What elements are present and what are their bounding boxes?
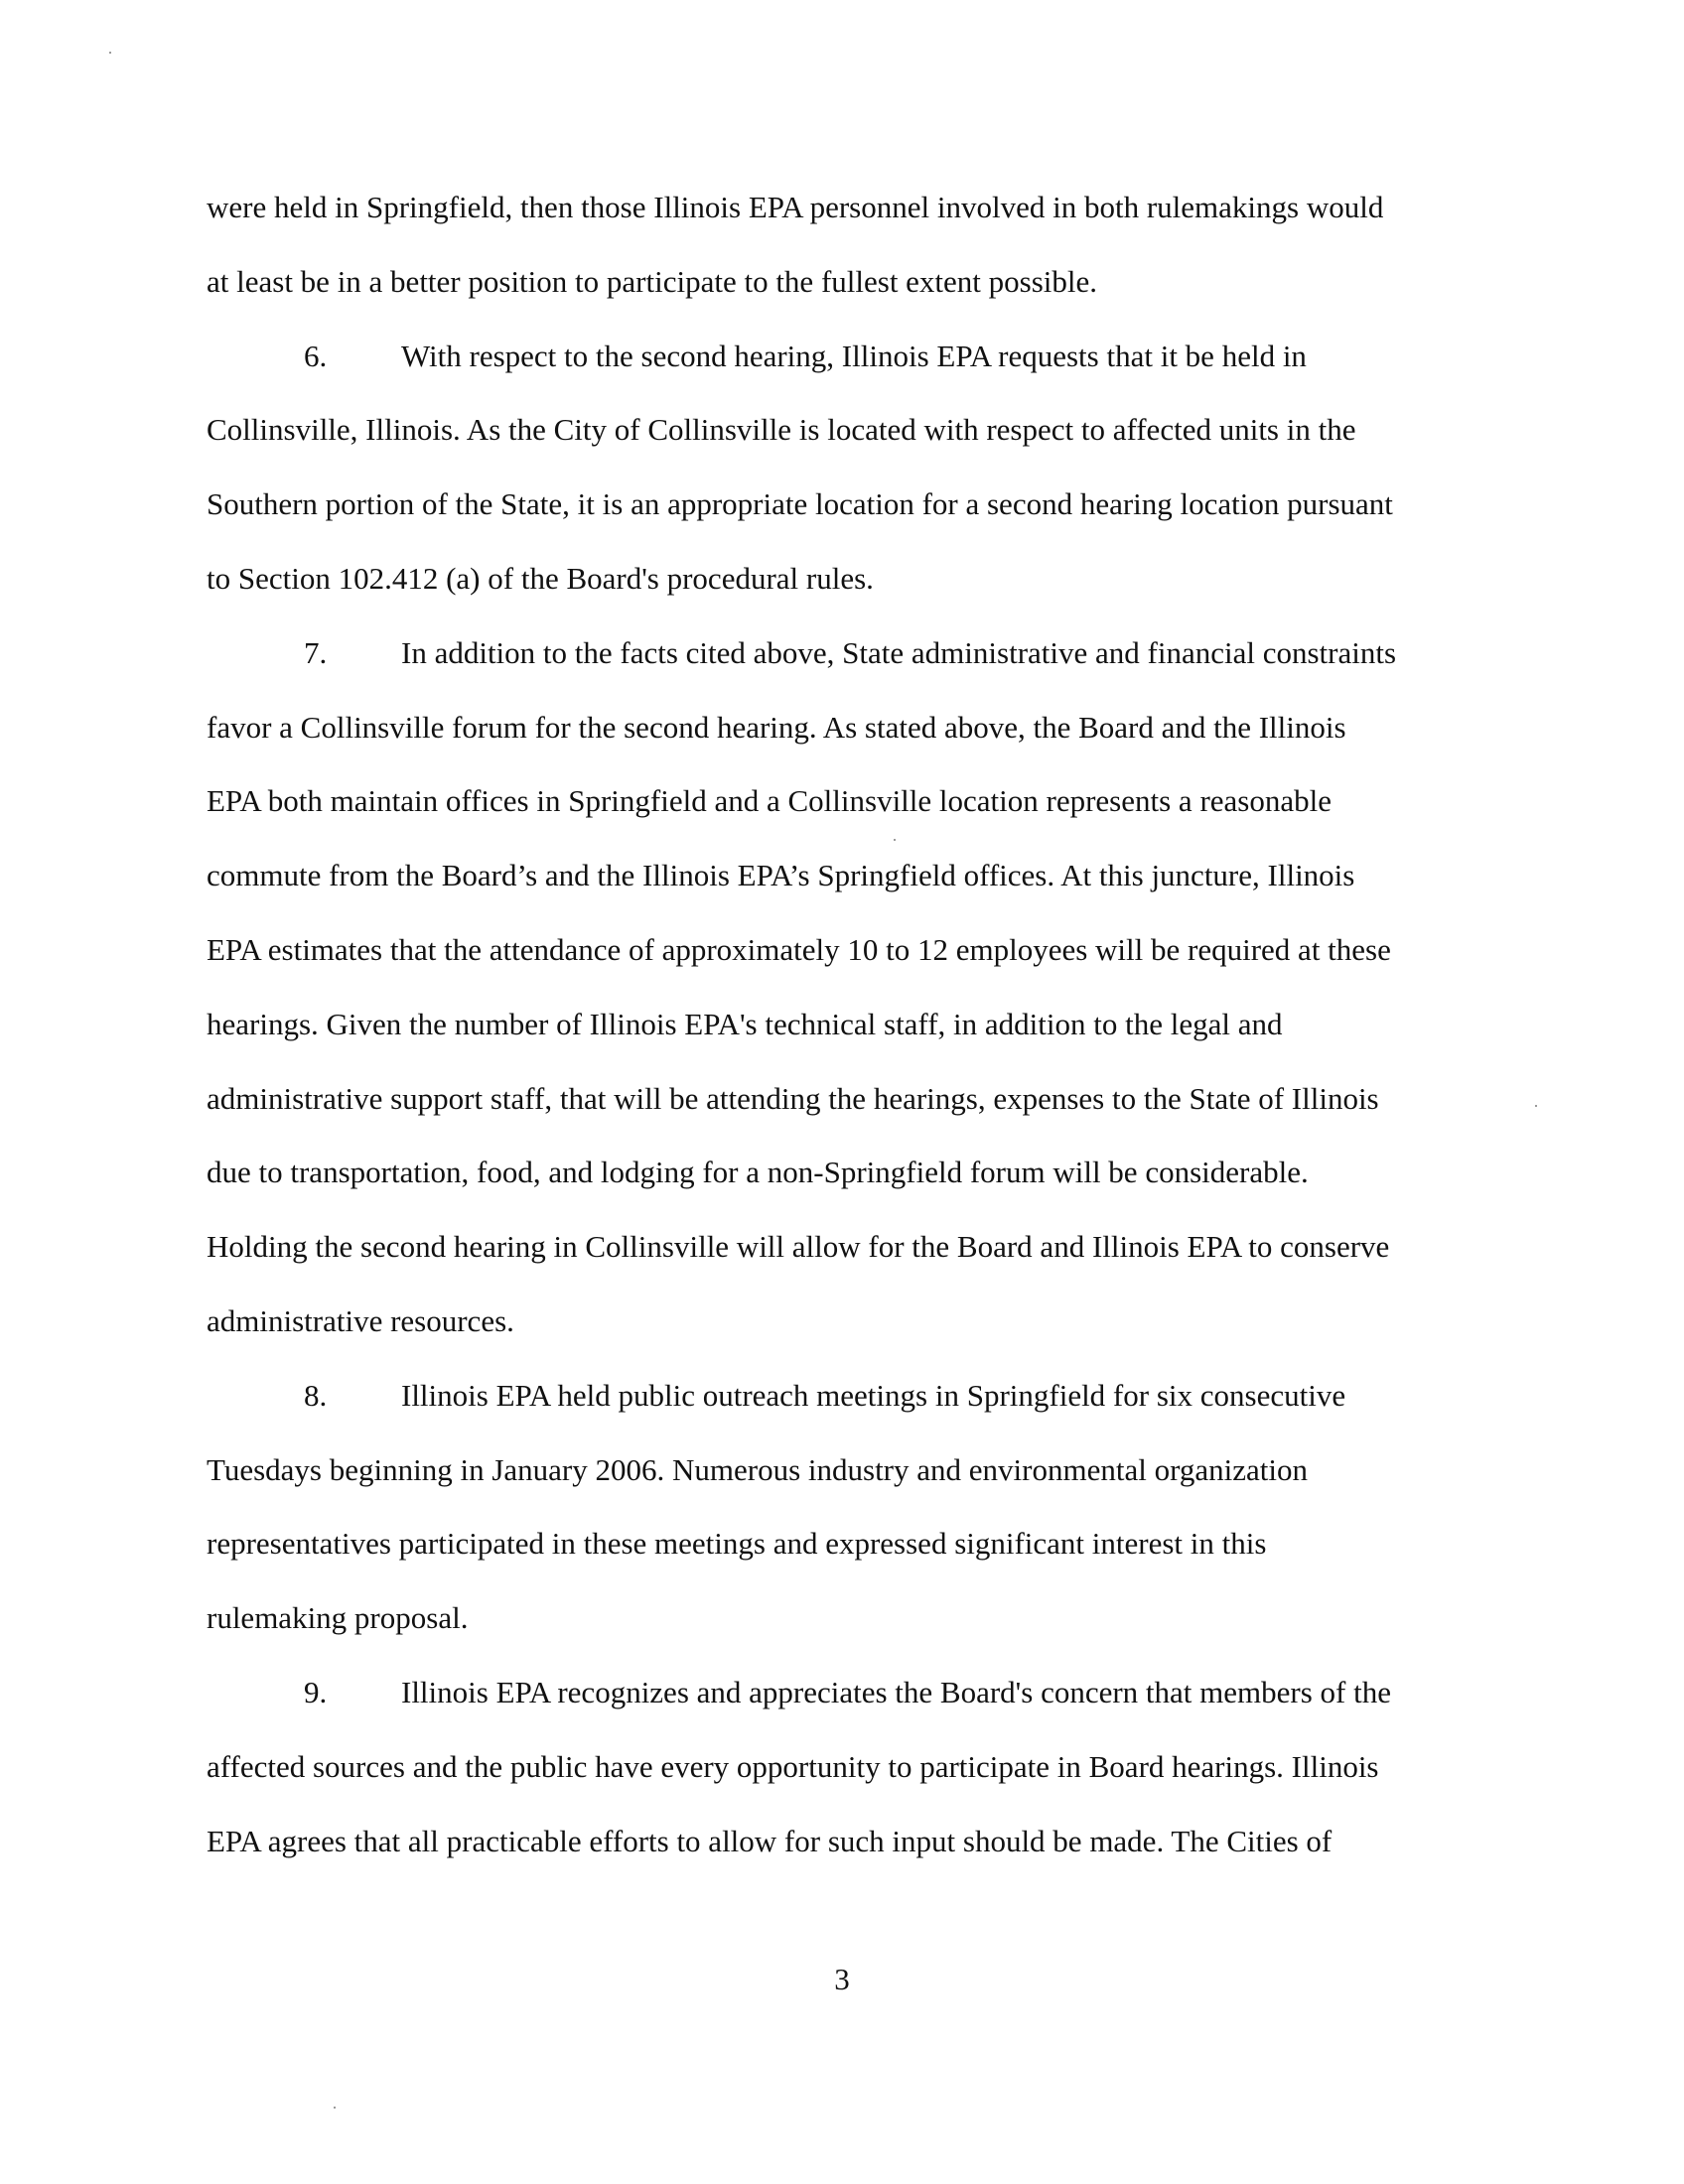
text-line: rulemaking proposal.	[207, 1600, 469, 1636]
scan-speck	[334, 2107, 336, 2109]
paragraph-first-line	[207, 616, 1487, 691]
scan-speck	[1535, 1105, 1537, 1107]
text-line: EPA agrees that all practicable efforts to allow for such input should be made. The Cities of	[207, 1823, 1333, 1858]
paragraph-text: With respect to the second hearing, Illinois EPA requests that it be held in	[401, 338, 1307, 373]
text-line: Collinsville, Illinois. As the City of Collinsville is located with respect to affected units in the	[207, 412, 1356, 448]
text-line: due to transportation, food, and lodging for a non-Springfield forum will be considerable.	[207, 1155, 1309, 1190]
paragraph-text: Illinois EPA recognizes and appreciates the Board's concern that members of the	[401, 1674, 1391, 1709]
text-line: were held in Springfield, then those Illinois EPA personnel involved in both rulemakings would	[207, 190, 1384, 224]
page-number: 3	[834, 1962, 850, 1996]
text-line: commute from the Board’s and the Illinois EPA’s Springfield offices. At this juncture, Illinois	[207, 858, 1355, 893]
paragraph-number: 7.	[304, 634, 328, 670]
paragraph-text: Illinois EPA held public outreach meetings in Springfield for six consecutive	[401, 1377, 1346, 1413]
text-line: Holding the second hearing in Collinsville will allow for the Board and Illinois EPA to conserve	[207, 1229, 1390, 1265]
text-line: administrative support staff, that will be attending the hearings, expenses to the State of Illinois	[207, 1080, 1379, 1116]
text-line: at least be in a better position to participate to the fullest extent possible.	[207, 263, 1098, 299]
paragraph-number: 8.	[304, 1377, 328, 1413]
text-line: Tuesdays beginning in January 2006. Numerous industry and environmental organization	[207, 1451, 1308, 1487]
paragraph-number: 6.	[304, 338, 328, 373]
paragraph-number: 9.	[304, 1674, 328, 1709]
text-line: hearings. Given the number of Illinois EPA's technical staff, in addition to the legal and	[207, 1006, 1283, 1041]
text-line: EPA both maintain offices in Springfield and a Collinsville location represents a reasonable	[207, 783, 1332, 819]
text-line: favor a Collinsville forum for the second hearing. As stated above, the Board and the Illinois	[207, 709, 1346, 745]
text-line: affected sources and the public have every opportunity to participate in Board hearings. Illinois	[207, 1748, 1379, 1784]
text-line: representatives participated in these meetings and expressed significant interest in this	[207, 1526, 1267, 1562]
text-line: administrative resources.	[207, 1302, 514, 1338]
paragraph-first-line	[207, 1656, 1487, 1730]
scan-speck	[109, 52, 111, 54]
body-text	[207, 171, 1487, 1878]
scan-speck	[894, 839, 896, 841]
text-line: Southern portion of the State, it is an appropriate location for a second hearing location pursuant	[207, 486, 1393, 522]
text-line: EPA estimates that the attendance of approximately 10 to 12 employees will be required at these	[207, 931, 1391, 967]
paragraph-first-line	[207, 1359, 1487, 1433]
paragraph-first-line	[207, 320, 1487, 394]
text-line: to Section 102.412 (a) of the Board's procedural rules.	[207, 560, 874, 596]
paragraph-text: In addition to the facts cited above, State administrative and financial constraints	[401, 634, 1397, 670]
